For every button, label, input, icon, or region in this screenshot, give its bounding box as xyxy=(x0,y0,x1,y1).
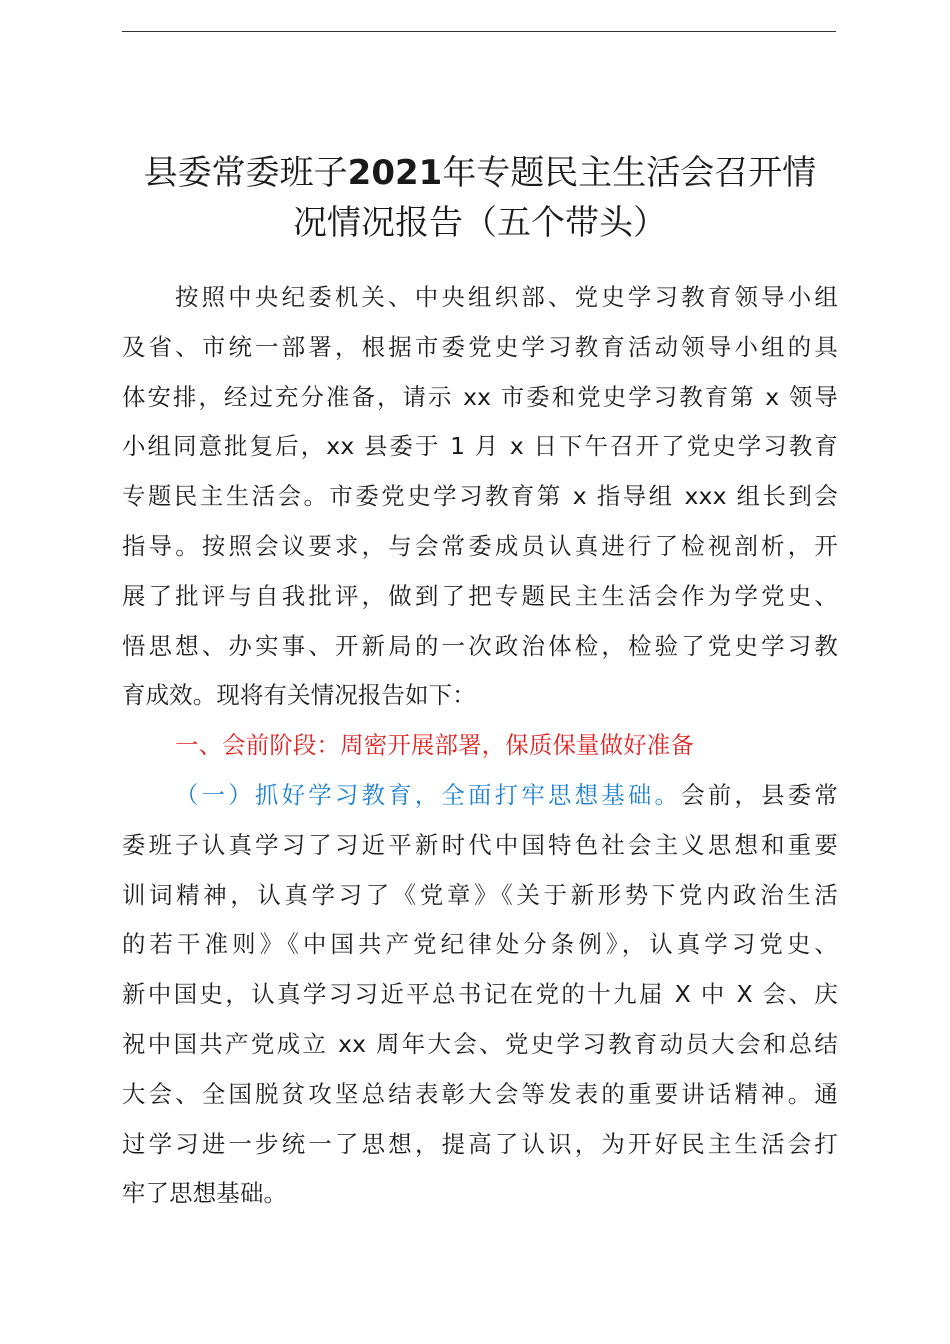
document-title xyxy=(110,148,850,248)
title-line-1 xyxy=(110,148,850,198)
paragraph-line: 体安排，经过充分准备，请示 xx 市委和党史学习教育第 x 领导 xyxy=(122,382,838,411)
subsection-first-line xyxy=(122,771,838,821)
title-text-part: 年专题民主生活会召开情 xyxy=(442,153,817,193)
subsection-lead-text: 会前，县委常 xyxy=(681,780,838,809)
paragraph-line: 牢了思想基础。 xyxy=(122,1179,288,1208)
title-text-part: 县委常委班子 xyxy=(143,153,348,193)
paragraph-line: 委班子认真学习了习近平新时代中国特色社会主义思想和重要 xyxy=(122,830,838,859)
paragraph-line: 过学习进一步统一了思想，提高了认识，为开好民主生活会打 xyxy=(122,1129,838,1158)
section-heading: 一、会前阶段：周密开展部署，保质保量做好准备 xyxy=(175,731,694,760)
paragraph-line: 育成效。现将有关情况报告如下： xyxy=(122,681,476,710)
paragraph-line: 悟思想、办实事、开新局的一次政治体检，检验了党史学习教 xyxy=(122,631,838,660)
header-rule xyxy=(122,31,836,32)
paragraph-line: 展了批评与自我批评，做到了把专题民主生活会作为学党史、 xyxy=(122,581,838,610)
subsection-heading: （一）抓好学习教育，全面打牢思想基础。 xyxy=(175,780,682,809)
paragraph-line: 及省、市统一部署，根据市委党史学习教育活动领导小组的具 xyxy=(122,332,838,361)
paragraph-line: 祝中国共产党成立 xx 周年大会、党史学习教育动员大会和总结 xyxy=(122,1029,838,1058)
paragraph-line: 按照中央纪委机关、中央组织部、党史学习教育领导小组 xyxy=(175,283,838,311)
title-line-2: 况情况报告（五个带头） xyxy=(293,203,667,243)
paragraph-line: 指导。按照会议要求，与会常委成员认真进行了检视剖析，开 xyxy=(122,531,838,560)
paragraph-line: 新中国史，认真学习习近平总书记在党的十九届 X 中 X 会、庆 xyxy=(122,980,838,1009)
title-year: 2021 xyxy=(347,153,443,193)
paragraph-line: 小组同意批复后，xx 县委于 1 月 x 日下午召开了党史学习教育 xyxy=(122,432,838,461)
paragraph-line: 训词精神，认真学习了《党章》《关于新形势下党内政治生活 xyxy=(122,880,838,909)
paragraph-line: 专题民主生活会。市委党史学习教育第 x 指导组 xxx 组长到会 xyxy=(122,482,838,511)
document-body xyxy=(122,273,838,1219)
paragraph-line: 的若干准则》《中国共产党纪律处分条例》，认真学习党史、 xyxy=(122,930,838,959)
paragraph-line: 大会、全国脱贫攻坚总结表彰大会等发表的重要讲话精神。通 xyxy=(122,1079,838,1108)
